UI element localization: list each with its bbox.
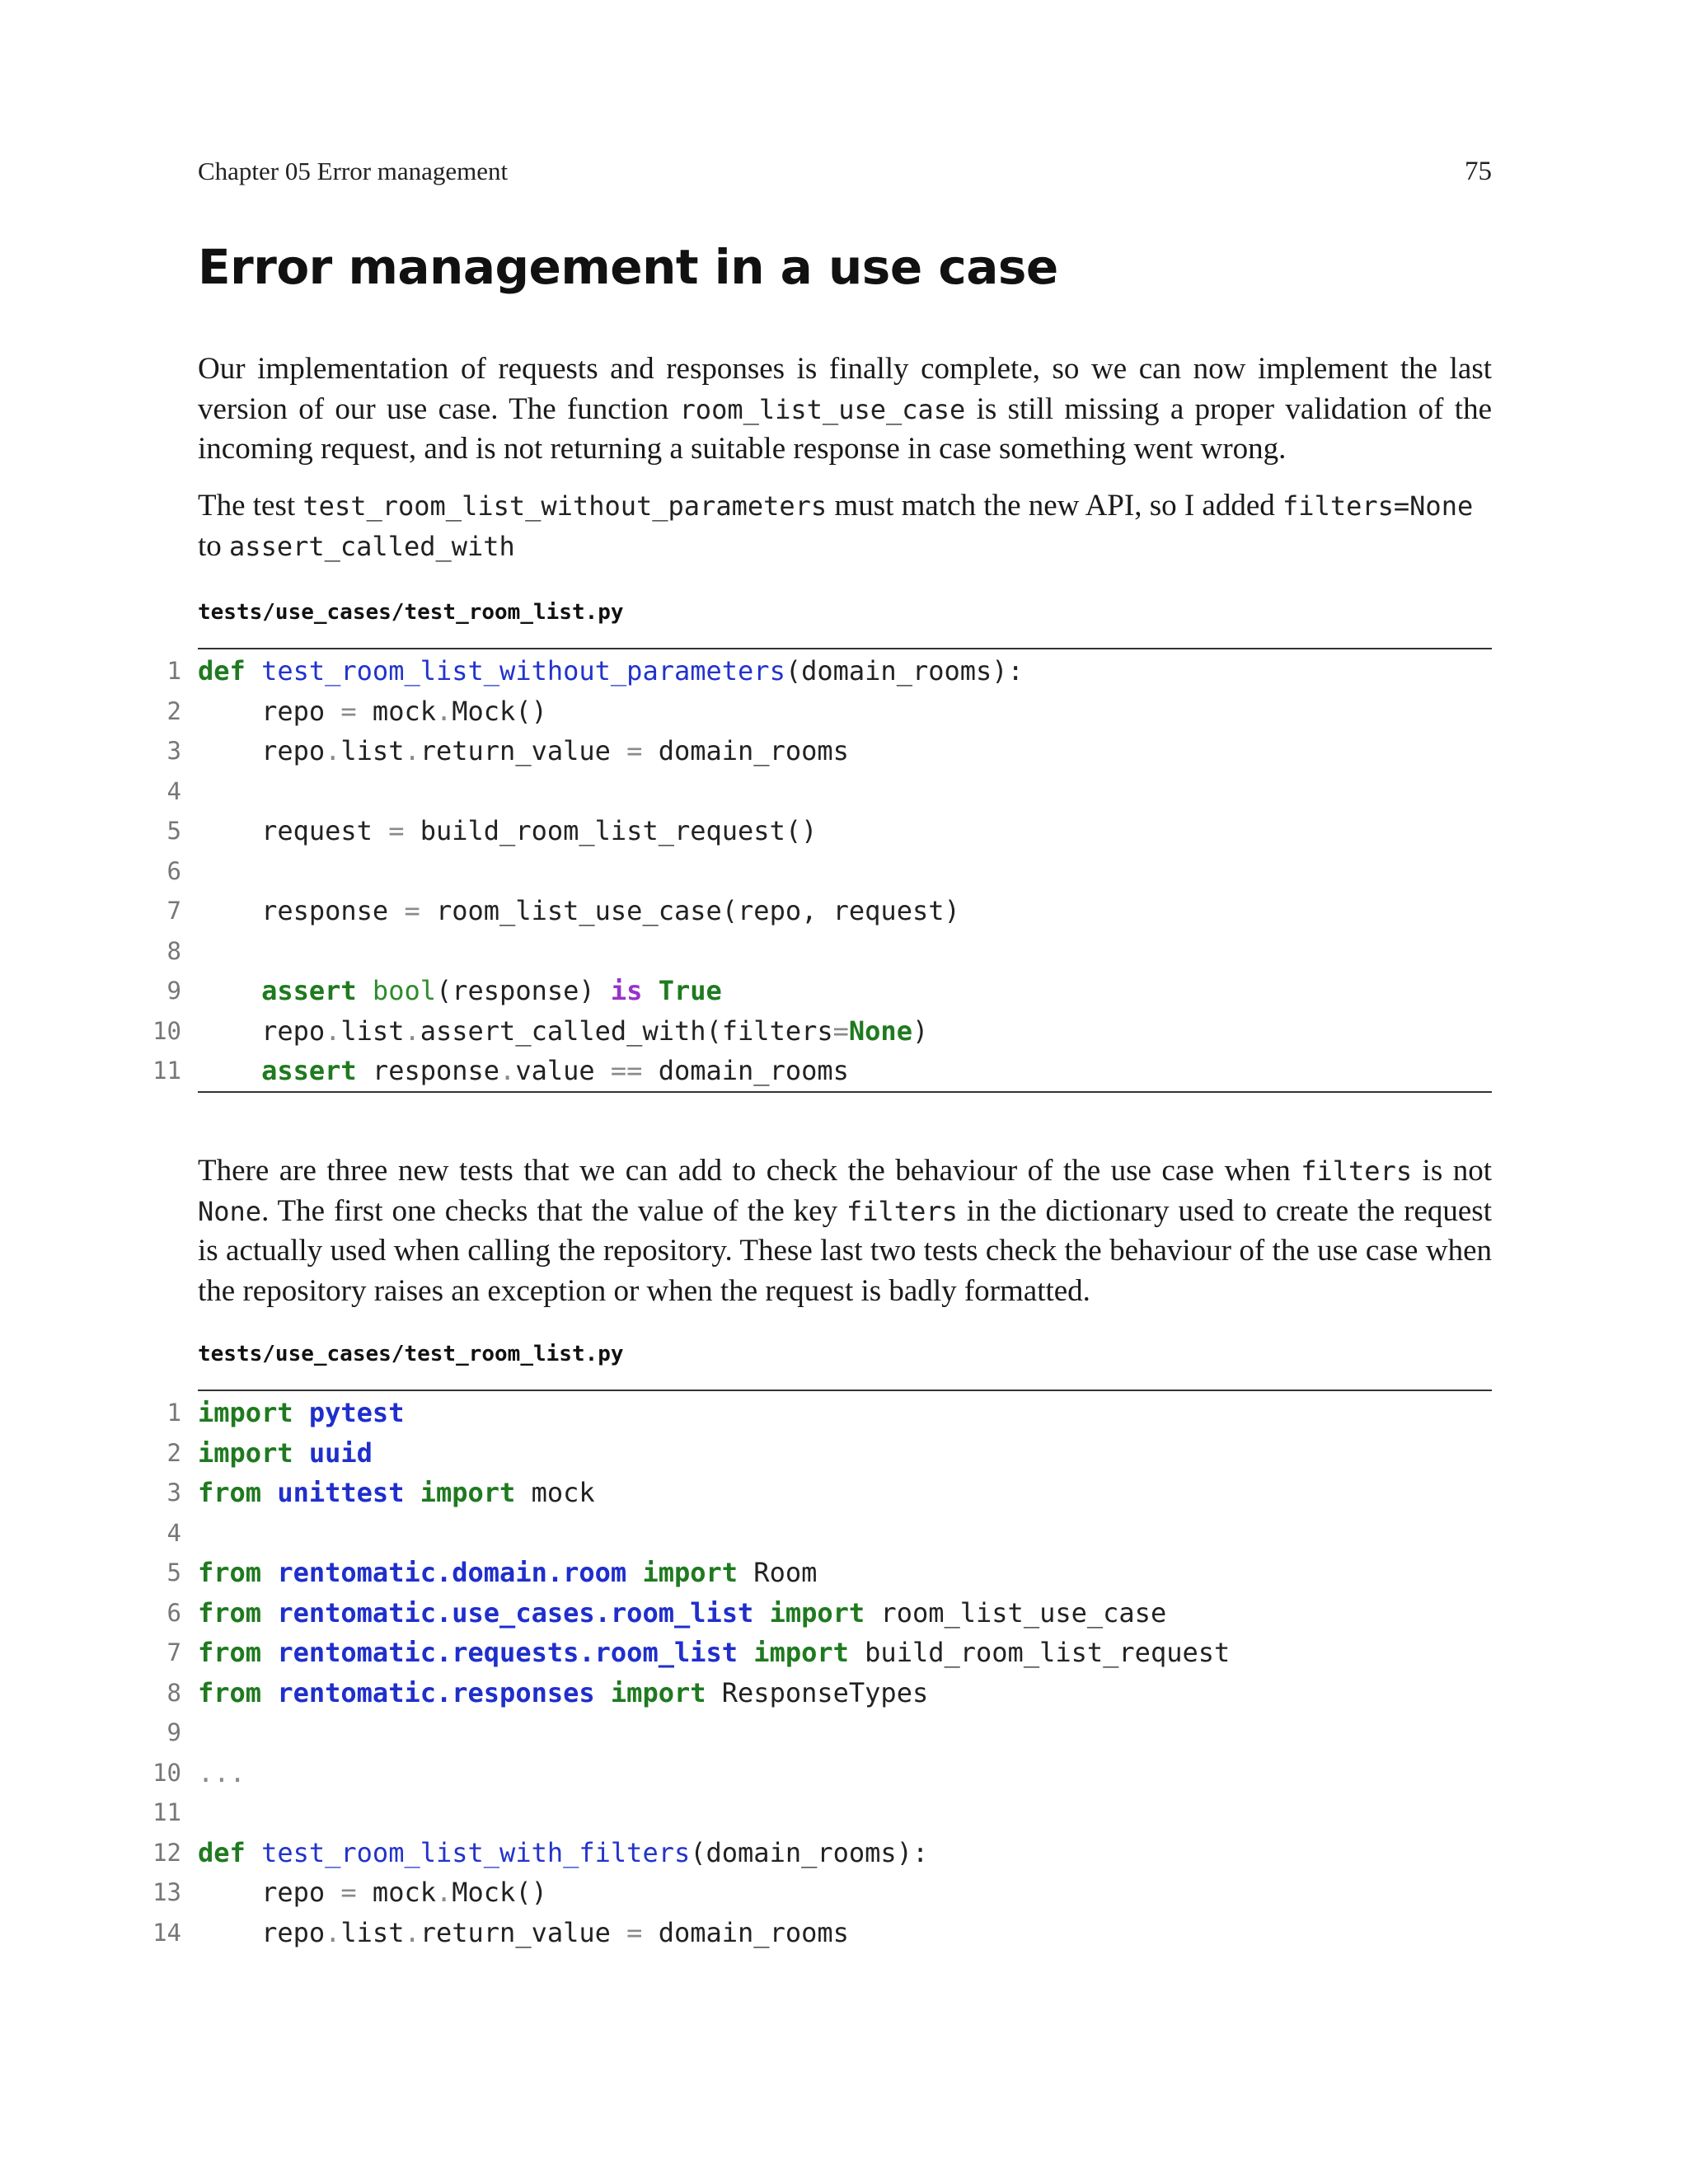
line-number: 3 [166, 1479, 181, 1507]
line-number: 8 [166, 1678, 181, 1707]
inline-code: None [198, 1195, 262, 1227]
code-text: repo [198, 1916, 326, 1948]
keyword: import [420, 1477, 516, 1508]
code-text: repo [198, 735, 326, 766]
new-tests-paragraph [198, 1151, 1492, 1311]
code-text: room_list_use_case [880, 1596, 1167, 1629]
code-text: mock [356, 1877, 436, 1908]
keyword-constant: None [848, 1015, 912, 1047]
code-text: repo [198, 695, 341, 727]
text: . The first one checks that the value of the key [261, 1193, 846, 1228]
code-line [166, 1393, 1492, 1433]
code-text: return_value [420, 735, 627, 766]
code-line [166, 931, 1492, 972]
code-line [166, 1633, 1492, 1673]
code-line [166, 1593, 1492, 1633]
keyword: import [769, 1596, 865, 1629]
line-number: 5 [166, 1558, 181, 1586]
code-text: build_room_list_request() [404, 815, 818, 846]
line-number: 2 [166, 696, 181, 725]
code-line [166, 1553, 1492, 1593]
code-text: domain_rooms [642, 735, 849, 766]
code-text: ResponseTypes [721, 1676, 929, 1708]
code-text: repo [198, 1015, 326, 1047]
code-text: list [340, 1916, 405, 1948]
operator: = [340, 1877, 357, 1908]
code-line [152, 1753, 1492, 1793]
operator: = [340, 695, 357, 727]
code-line [152, 1793, 1492, 1833]
code-text: room_list_use_case(repo, request) [420, 895, 960, 926]
code-text: ) [912, 1015, 929, 1047]
code-text: response [356, 1055, 500, 1086]
text: must match the new API, so I added [827, 489, 1283, 523]
line-number: 11 [152, 1057, 181, 1085]
inline-code: test_room_list_without_parameters [302, 490, 828, 522]
keyword: from [198, 1477, 262, 1508]
text: in the dictionary used to create the request is actually used when calling the repository. These last two tests check the behaviour of the use case when the repository raises an exception or when the request is badly formatted. [198, 1193, 1492, 1308]
code-line [166, 811, 1492, 851]
line-number: 7 [166, 897, 181, 925]
function-name: test_room_list_without_parameters [261, 655, 785, 687]
line-number: 4 [166, 776, 181, 805]
module-name: rentomatic.domain.room [277, 1557, 627, 1588]
code-text: list [340, 1015, 405, 1047]
operator: . [404, 1916, 420, 1948]
keyword: from [198, 1676, 262, 1708]
line-number: 3 [166, 737, 181, 765]
operator: . [325, 735, 341, 766]
line-number: 6 [166, 1598, 181, 1627]
operator: . [325, 1916, 341, 1948]
code-line [166, 651, 1492, 691]
keyword-constant: True [658, 975, 722, 1006]
line-number: 11 [152, 1798, 181, 1826]
code-line [166, 1473, 1492, 1513]
module-name: uuid [308, 1436, 373, 1469]
text: is still missing a proper validation of the incoming request, and is not returning a suitable response in case something went wrong. [198, 391, 1492, 466]
builtin: bool [372, 975, 436, 1006]
line-number: 13 [152, 1878, 181, 1906]
operator: = [388, 815, 405, 846]
keyword: import [642, 1557, 738, 1588]
running-head [198, 157, 1492, 193]
code-text: Mock() [452, 695, 547, 727]
operator: = [626, 1916, 643, 1948]
code-line [166, 851, 1492, 892]
code-line [152, 1913, 1492, 1953]
keyword: from [198, 1596, 262, 1629]
line-number: 10 [152, 1016, 181, 1045]
keyword: assert [198, 975, 357, 1006]
line-number: 14 [152, 1918, 181, 1947]
operator: = [404, 895, 420, 926]
operator: . [325, 1015, 341, 1047]
code-text: mock [356, 695, 436, 727]
keyword: def [198, 1836, 246, 1868]
operator: . [404, 735, 420, 766]
test-update-paragraph [198, 486, 1517, 566]
page-number: 75 [1465, 157, 1492, 186]
module-name: pytest [308, 1397, 405, 1428]
operator: . [435, 1877, 452, 1908]
code-text: build_room_list_request [865, 1637, 1231, 1668]
code-listing-2 [152, 1390, 1492, 1952]
operator: . [499, 1055, 516, 1086]
code-text: Room [753, 1557, 818, 1588]
code-text: (domain_rooms): [690, 1836, 929, 1868]
line-number: 1 [166, 657, 181, 685]
module-name: rentomatic.responses [277, 1676, 595, 1708]
code-text: (response) [435, 975, 611, 1006]
code-text: domain_rooms [642, 1916, 849, 1948]
operator: = [626, 735, 643, 766]
line-number: 9 [166, 977, 181, 1005]
code-listing-1 [152, 648, 1492, 1093]
line-number: 4 [166, 1518, 181, 1547]
text: is not [1412, 1154, 1492, 1188]
keyword: is [610, 975, 643, 1006]
keyword: assert [198, 1055, 357, 1086]
text: to [198, 528, 230, 563]
code-line [166, 691, 1492, 732]
inline-code: filters [846, 1195, 958, 1227]
listing-filename: tests/use_cases/test_room_list.py [198, 1342, 624, 1366]
keyword: import [753, 1637, 849, 1668]
line-number: 12 [152, 1838, 181, 1867]
code-line [152, 1872, 1492, 1913]
code-line [166, 1513, 1492, 1554]
code-line [152, 1011, 1492, 1052]
module-name: unittest [277, 1477, 405, 1508]
code-line [166, 1673, 1492, 1713]
section-heading: Error management in a use case [198, 239, 1058, 295]
code-text: return_value [420, 1916, 627, 1948]
intro-paragraph [198, 349, 1492, 470]
inline-code: room_list_use_case [679, 393, 966, 425]
text: Our implementation of requests and responses is finally complete, so we can now implement the last version of our use case. The function [198, 352, 1492, 426]
text: The test [198, 489, 303, 523]
function-name: test_room_list_with_filters [261, 1836, 691, 1868]
keyword: import [198, 1397, 293, 1428]
ellipsis: ... [198, 1756, 246, 1788]
operator: = [832, 1015, 849, 1047]
code-text: assert_called_with(filters [420, 1015, 833, 1047]
line-number: 7 [166, 1638, 181, 1666]
operator: . [404, 1015, 420, 1047]
code-text: domain_rooms [642, 1055, 849, 1086]
line-number: 10 [152, 1758, 181, 1787]
listing-filename: tests/use_cases/test_room_list.py [198, 600, 624, 625]
line-number: 5 [166, 817, 181, 845]
keyword: from [198, 1637, 262, 1668]
inline-code: assert_called_with [229, 530, 515, 562]
line-number: 9 [166, 1718, 181, 1746]
code-line [166, 891, 1492, 931]
code-text: list [340, 735, 405, 766]
inline-code: filters [1301, 1155, 1413, 1187]
code-text: repo [198, 1877, 341, 1908]
code-line [166, 971, 1492, 1011]
code-line [166, 1433, 1492, 1474]
keyword: def [198, 655, 246, 687]
code-line [166, 1713, 1492, 1753]
line-number: 6 [166, 856, 181, 885]
keyword: from [198, 1557, 262, 1588]
operator: == [610, 1055, 643, 1086]
module-name: rentomatic.requests.room_list [277, 1637, 738, 1668]
code-line [166, 731, 1492, 771]
code-line [166, 771, 1492, 812]
code-text: value [515, 1055, 611, 1086]
line-number: 8 [166, 936, 181, 965]
code-text: mock [531, 1477, 595, 1508]
code-text: request [198, 815, 389, 846]
chapter-title: Chapter 05 Error management [198, 157, 509, 185]
keyword: import [610, 1676, 706, 1708]
code-line [152, 1051, 1492, 1091]
text: There are three new tests that we can add to check the behaviour of the use case when [198, 1154, 1301, 1188]
operator: . [435, 695, 452, 727]
code-text: Mock() [452, 1877, 547, 1908]
code-text: response [198, 895, 405, 926]
code-line [152, 1833, 1492, 1873]
code-text: (domain_rooms): [785, 655, 1024, 687]
inline-code: filters=None [1282, 490, 1474, 522]
module-name: rentomatic.use_cases.room_list [277, 1596, 754, 1629]
line-number: 2 [166, 1438, 181, 1467]
keyword: import [198, 1436, 293, 1469]
line-number: 1 [166, 1399, 181, 1427]
